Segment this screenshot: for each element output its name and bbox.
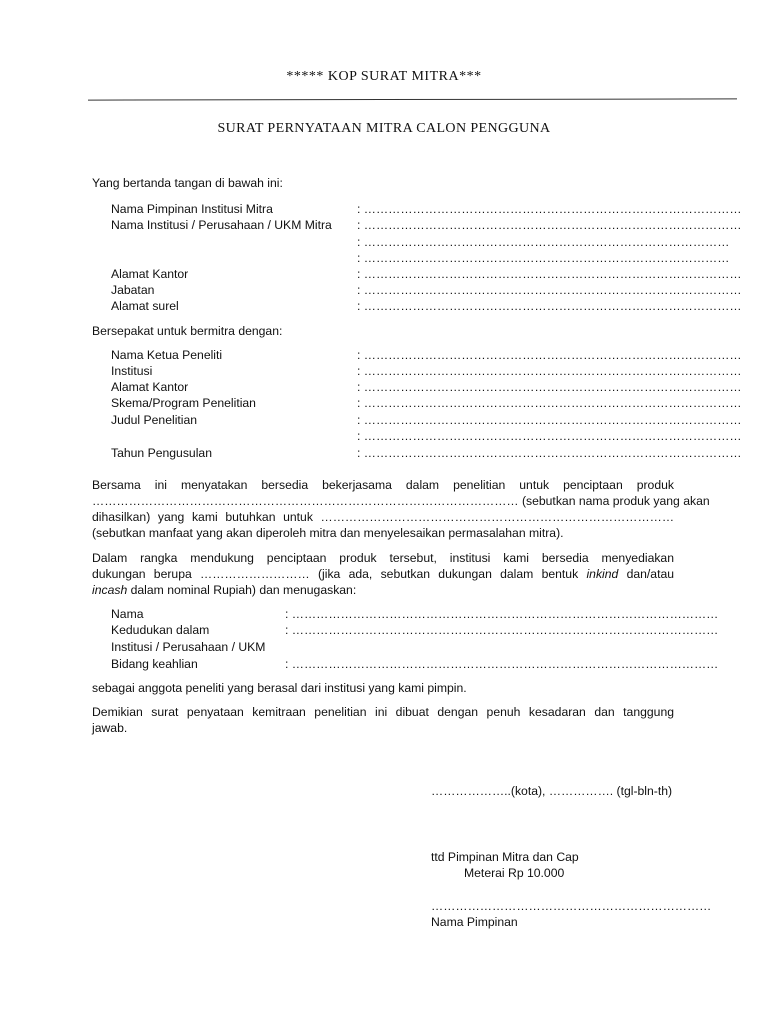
paragraph-support xyxy=(92,550,674,598)
field-blank: : ………………………………………………………………………………… xyxy=(357,348,742,362)
text-span: dukungan berupa ……………………… (jika ada, sebutkan dukungan dalam bentuk xyxy=(92,567,587,581)
field-row-bidang-keahlian xyxy=(111,656,719,672)
field-row-alamat-kantor-peneliti xyxy=(111,379,742,395)
field-row-institusi-cont xyxy=(111,234,730,250)
field-row-skema xyxy=(111,395,742,411)
field-blank: : ………………………………………………………………………………… xyxy=(357,446,742,460)
paragraph-line: jawab. xyxy=(92,721,128,735)
field-label: Nama xyxy=(111,607,144,621)
document-title: SURAT PERNYATAAN MITRA CALON PENGGUNA xyxy=(217,121,551,136)
field-label: Institusi / Perusahaan / UKM xyxy=(111,640,266,654)
field-row-alamat-surel xyxy=(111,298,742,314)
field-label: Skema/Program Penelitian xyxy=(111,396,256,410)
field-label: Judul Penelitian xyxy=(111,413,198,427)
paragraph-line: …………………………………………………………………………………………… (sebutkan nama produk yang akan xyxy=(92,494,710,508)
field-row-judul xyxy=(111,412,742,428)
field-blank: : ………………………………………………………………………………… xyxy=(357,283,742,297)
italic-term: incash xyxy=(92,583,128,597)
field-blank: : ………………………………………………………………………………… xyxy=(357,429,742,443)
field-label: Nama Pimpinan Institusi Mitra xyxy=(111,202,273,216)
field-row-institusi xyxy=(111,217,742,233)
paragraph-line: dihasilkan) yang kami butuhkan untuk …………………………………………………………………………… xyxy=(92,510,674,524)
signature-name-label: Nama Pimpinan xyxy=(431,915,518,929)
field-label: Jabatan xyxy=(111,283,155,297)
field-label: Alamat surel xyxy=(111,299,179,313)
field-blank: : …………………………………………………………………………………………… xyxy=(285,657,719,671)
field-blank: : ………………………………………………………………………………… xyxy=(357,380,742,394)
field-label: Nama Institusi / Perusahaan / UKM Mitra xyxy=(111,218,332,232)
letterhead-divider xyxy=(88,98,737,100)
field-row-pimpinan xyxy=(111,201,742,217)
field-row-ketua-peneliti xyxy=(111,347,742,363)
field-row-kedudukan xyxy=(111,622,719,638)
signature-ttd-label: ttd Pimpinan Mitra dan Cap xyxy=(431,850,579,864)
field-blank: : ………………………………………………………………………………… xyxy=(357,396,742,410)
text-span: dalam nominal Rupiah) dan menugaskan: xyxy=(127,583,357,597)
field-blank: : ……………………………………………………………………………… xyxy=(357,251,730,265)
paragraph-line: Dalam rangka mendukung penciptaan produk tersebut, institusi kami bersedia menyediakan xyxy=(92,551,674,565)
paragraph-agreement xyxy=(92,477,710,541)
field-label: Nama Ketua Peneliti xyxy=(111,348,223,362)
place-date-line: ………………..(kota), ……………. (tgl-bln-th) xyxy=(431,784,673,798)
field-row-kedudukan-cont xyxy=(111,639,673,655)
field-blank: : ………………………………………………………………………………… xyxy=(357,299,742,313)
field-blank: : ………………………………………………………………………………… xyxy=(357,267,742,281)
section2-intro: Bersepakat untuk bermitra dengan: xyxy=(92,324,283,338)
field-row-alamat-kantor xyxy=(111,266,742,282)
signature-name-line: …………………………………………………………… xyxy=(431,899,712,913)
field-blank: : …………………………………………………………………………………………… xyxy=(285,607,719,621)
field-label: Kedudukan dalam xyxy=(111,623,210,637)
field-label: Bidang keahlian xyxy=(111,657,198,671)
field-row-judul-cont xyxy=(111,428,742,444)
meterai-label: Meterai Rp 10.000 xyxy=(464,866,565,880)
field-row-tahun xyxy=(111,445,742,461)
paragraph-closing xyxy=(92,704,674,736)
field-label: Alamat Kantor xyxy=(111,267,189,281)
section1-intro: Yang bertanda tangan di bawah ini: xyxy=(92,176,283,190)
field-row-institusi-peneliti xyxy=(111,363,742,379)
text-span: dan/atau xyxy=(618,567,675,581)
paragraph-line: Demikian surat penyataan kemitraan penelitian ini dibuat dengan penuh kesadaran dan tanggung xyxy=(92,705,674,719)
paragraph-line: Bersama ini menyatakan bersedia bekerjasama dalam penelitian untuk penciptaan produk xyxy=(92,478,674,492)
field-blank: : …………………………………………………………………………………………… xyxy=(285,623,719,637)
field-blank: : ………………………………………………………………………………… xyxy=(357,218,742,232)
letterhead-placeholder: ***** KOP SURAT MITRA*** xyxy=(286,69,482,84)
paragraph-line xyxy=(92,566,674,582)
field-label: Alamat Kantor xyxy=(111,380,189,394)
field-label: Institusi xyxy=(111,364,153,378)
field-row-jabatan xyxy=(111,282,742,298)
paragraph-member-origin: sebagai anggota peneliti yang berasal dari institusi yang kami pimpin. xyxy=(92,681,467,695)
italic-term: inkind xyxy=(586,567,619,581)
field-blank: : ………………………………………………………………………………… xyxy=(357,202,742,216)
paragraph-line: (sebutkan manfaat yang akan diperoleh mitra dan menyelesaikan permasalahan mitra). xyxy=(92,526,564,540)
field-label: Tahun Pengusulan xyxy=(111,446,212,460)
field-blank: : ………………………………………………………………………………… xyxy=(357,413,742,427)
field-blank: : ……………………………………………………………………………… xyxy=(357,235,730,249)
paragraph-line xyxy=(92,582,674,598)
field-row-institusi-cont xyxy=(111,250,730,266)
field-row-nama-anggota xyxy=(111,606,719,622)
field-blank: : ………………………………………………………………………………… xyxy=(357,364,742,378)
